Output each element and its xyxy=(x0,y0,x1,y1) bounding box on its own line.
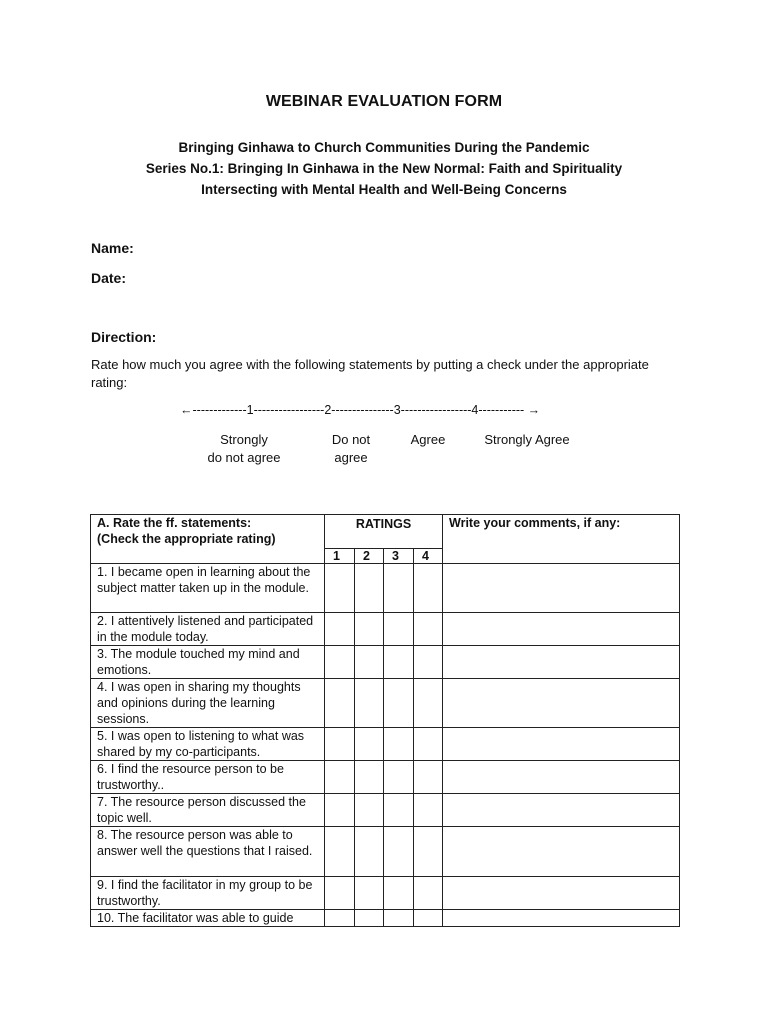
form-title: WEBINAR EVALUATION FORM xyxy=(265,93,503,110)
name-label: Name: xyxy=(91,240,134,256)
table-row xyxy=(91,794,680,827)
rating-4-checkbox[interactable] xyxy=(414,761,443,794)
rating-3-checkbox[interactable] xyxy=(384,679,414,728)
comment-cell[interactable] xyxy=(443,827,680,877)
rating-2-checkbox[interactable] xyxy=(355,646,384,679)
comment-cell[interactable] xyxy=(443,761,680,794)
rating-1-checkbox[interactable] xyxy=(325,761,355,794)
statement-cell: 6. I find the resource person to be trustworthy.. xyxy=(91,761,325,794)
statement-cell: 4. I was open in sharing my thoughts and opinions during the learning sessions. xyxy=(91,679,325,728)
rating-2-checkbox[interactable] xyxy=(355,877,384,910)
statement-cell: 2. I attentively listened and participated in the module today. xyxy=(91,613,325,646)
comment-cell[interactable] xyxy=(443,910,680,927)
table-row xyxy=(91,877,680,910)
table-row xyxy=(91,646,680,679)
rating-2-checkbox[interactable] xyxy=(355,564,384,613)
rating-1-checkbox[interactable] xyxy=(325,728,355,761)
rating-3-checkbox[interactable] xyxy=(384,728,414,761)
subtitle-line: Intersecting with Mental Health and Well-Being Concerns xyxy=(201,182,567,197)
scale-label-agree xyxy=(398,431,458,449)
rating-3-checkbox[interactable] xyxy=(384,761,414,794)
header-statements-line: (Check the appropriate rating) xyxy=(97,532,276,546)
rating-4-checkbox[interactable] xyxy=(414,679,443,728)
statement-cell: 8. The resource person was able to answer well the questions that I raised. xyxy=(91,827,325,877)
rating-4-checkbox[interactable] xyxy=(414,564,443,613)
scale-label-strongly-disagree xyxy=(198,431,290,467)
rating-3-checkbox[interactable] xyxy=(384,910,414,927)
table-row xyxy=(91,613,680,646)
rating-2-checkbox[interactable] xyxy=(355,910,384,927)
comment-cell[interactable] xyxy=(443,728,680,761)
statement-cell: 7. The resource person discussed the topic well. xyxy=(91,794,325,827)
rating-2-checkbox[interactable] xyxy=(355,728,384,761)
comment-cell[interactable] xyxy=(443,794,680,827)
rating-1-checkbox[interactable] xyxy=(325,910,355,927)
rating-number: 1 xyxy=(325,549,355,564)
rating-3-checkbox[interactable] xyxy=(384,564,414,613)
date-label: Date: xyxy=(91,270,127,286)
subtitle-line: Series No.1: Bringing In Ginhawa in the New Normal: Faith and Spirituality xyxy=(145,161,623,176)
form-subtitle xyxy=(0,137,768,200)
table-row xyxy=(91,910,680,927)
direction-label: Direction: xyxy=(91,329,157,345)
rating-3-checkbox[interactable] xyxy=(384,646,414,679)
rating-4-checkbox[interactable] xyxy=(414,827,443,877)
header-comments: Write your comments, if any: xyxy=(443,515,680,564)
subtitle-line: Bringing Ginhawa to Church Communities During the Pandemic xyxy=(178,140,590,155)
rating-3-checkbox[interactable] xyxy=(384,877,414,910)
rating-4-checkbox[interactable] xyxy=(414,613,443,646)
rating-number: 3 xyxy=(384,549,414,564)
rating-3-checkbox[interactable] xyxy=(384,827,414,877)
statement-cell: 5. I was open to listening to what was shared by my co-participants. xyxy=(91,728,325,761)
rating-1-checkbox[interactable] xyxy=(325,613,355,646)
rating-1-checkbox[interactable] xyxy=(325,679,355,728)
evaluation-table xyxy=(90,514,680,927)
table-row xyxy=(91,679,680,728)
statement-cell: 3. The module touched my mind and emotions. xyxy=(91,646,325,679)
rating-1-checkbox[interactable] xyxy=(325,564,355,613)
rating-2-checkbox[interactable] xyxy=(355,761,384,794)
table-row xyxy=(91,564,680,613)
rating-4-checkbox[interactable] xyxy=(414,646,443,679)
statement-cell: 10. The facilitator was able to guide xyxy=(91,910,325,927)
rating-number: 4 xyxy=(414,549,443,564)
scale-label-line: do not agree xyxy=(207,450,281,465)
scale-label-disagree xyxy=(315,431,387,467)
comment-cell[interactable] xyxy=(443,679,680,728)
rating-2-checkbox[interactable] xyxy=(355,794,384,827)
rating-scale-line: ←-------------1-----------------2---------------3-----------------4----------- → xyxy=(180,403,541,417)
rating-4-checkbox[interactable] xyxy=(414,910,443,927)
rating-1-checkbox[interactable] xyxy=(325,794,355,827)
scale-label-line: Agree xyxy=(410,432,446,447)
rating-3-checkbox[interactable] xyxy=(384,794,414,827)
scale-label-strongly-agree xyxy=(472,431,582,449)
rating-4-checkbox[interactable] xyxy=(414,794,443,827)
rating-4-checkbox[interactable] xyxy=(414,877,443,910)
comment-cell[interactable] xyxy=(443,613,680,646)
table-row xyxy=(91,827,680,877)
statement-cell: 9. I find the facilitator in my group to be trustworthy. xyxy=(91,877,325,910)
header-statements xyxy=(91,515,325,564)
table-header-row xyxy=(91,515,680,549)
scale-label-line: Strongly xyxy=(220,432,268,447)
header-ratings: RATINGS xyxy=(325,515,443,549)
rating-1-checkbox[interactable] xyxy=(325,827,355,877)
rating-2-checkbox[interactable] xyxy=(355,613,384,646)
comment-cell[interactable] xyxy=(443,646,680,679)
rating-4-checkbox[interactable] xyxy=(414,728,443,761)
rating-1-checkbox[interactable] xyxy=(325,877,355,910)
statement-cell: 1. I became open in learning about the subject matter taken up in the module. xyxy=(91,564,325,613)
scale-label-line: Strongly Agree xyxy=(484,432,570,447)
scale-label-line: Do not xyxy=(331,432,371,447)
rating-2-checkbox[interactable] xyxy=(355,827,384,877)
direction-text: Rate how much you agree with the following statements by putting a check under the appropriate rating: xyxy=(91,357,649,390)
rating-2-checkbox[interactable] xyxy=(355,679,384,728)
table-row xyxy=(91,761,680,794)
comment-cell[interactable] xyxy=(443,877,680,910)
rating-3-checkbox[interactable] xyxy=(384,613,414,646)
scale-label-line: agree xyxy=(334,450,368,465)
table-row xyxy=(91,728,680,761)
comment-cell[interactable] xyxy=(443,564,680,613)
rating-1-checkbox[interactable] xyxy=(325,646,355,679)
rating-number: 2 xyxy=(355,549,384,564)
header-statements-line: A. Rate the ff. statements: xyxy=(97,516,252,530)
